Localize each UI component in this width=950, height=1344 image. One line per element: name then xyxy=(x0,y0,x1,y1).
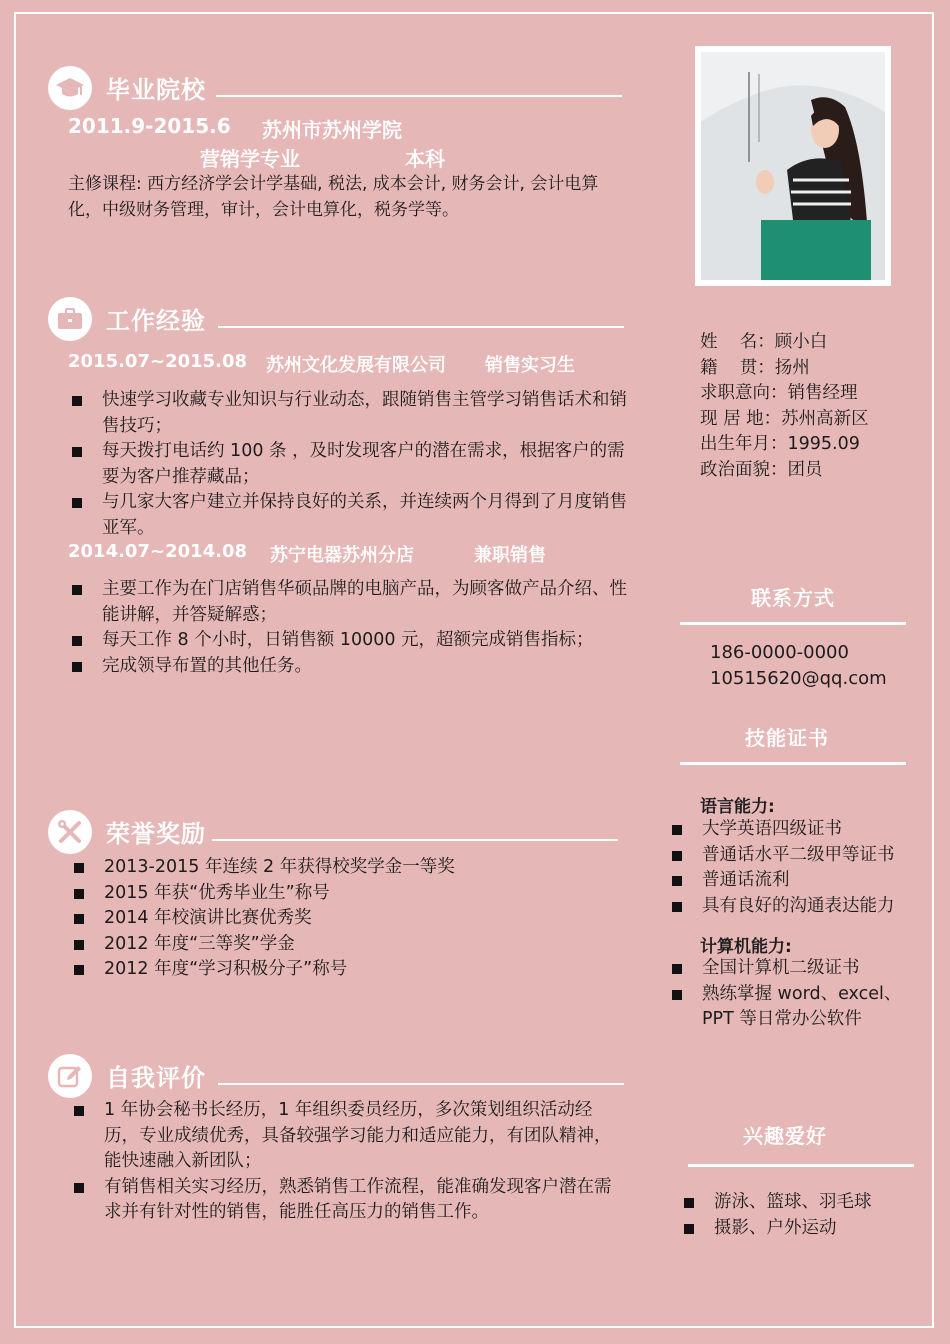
section-title: 自我评价 xyxy=(106,1064,206,1092)
job-period: 2015.07~2015.08 xyxy=(68,351,248,372)
list-item: 2014 年校演讲比赛优秀奖 xyxy=(70,906,630,932)
self-list xyxy=(70,1098,626,1226)
graduation-cap-icon xyxy=(48,66,92,110)
divider xyxy=(216,95,622,97)
self-header xyxy=(48,1054,628,1100)
job-duties-list xyxy=(68,577,630,679)
briefcase-icon xyxy=(48,297,92,341)
job-duties-list xyxy=(68,388,630,541)
job-company: 苏州文化发展有限公司 xyxy=(266,355,446,376)
contact-phone: 186-0000-0000 xyxy=(710,642,849,663)
education-header xyxy=(48,66,628,112)
contact-title: 联系方式 xyxy=(751,586,835,610)
list-item: 全国计算机二级证书 xyxy=(668,956,926,982)
list-item: 1 年协会秘书长经历，1 年组织委员经历，多次策划组织活动经历，专业成绩优秀，具备较强学习能力和适应能力，有团队精神，能快速融入新团队； xyxy=(70,1098,626,1175)
divider xyxy=(688,1164,914,1167)
hobbies-title: 兴趣爱好 xyxy=(743,1124,827,1148)
hobbies-list xyxy=(680,1190,920,1241)
divider xyxy=(212,839,618,841)
portrait-image xyxy=(701,52,885,280)
computer-subtitle: 计算机能力: xyxy=(700,937,792,957)
list-item: 普通话水平二级甲等证书 xyxy=(668,843,928,869)
list-item: 游泳、篮球、羽毛球 xyxy=(680,1190,920,1216)
list-item: 大学英语四级证书 xyxy=(668,817,928,843)
profile-photo xyxy=(695,46,891,286)
list-item: 具有良好的沟通表达能力 xyxy=(668,894,928,920)
divider xyxy=(218,326,624,328)
profile-info xyxy=(700,330,869,483)
edu-major: 营销学专业 xyxy=(200,147,300,171)
list-item: 摄影、户外运动 xyxy=(680,1216,920,1242)
list-item: 主要工作为在门店销售华硕品牌的电脑产品，为顾客做产品介绍、性能讲解，并答疑解惑； xyxy=(68,577,630,628)
list-item: 2012 年度“学习积极分子”称号 xyxy=(70,957,630,983)
info-hometown: 籍 贯：扬州 xyxy=(700,357,810,378)
list-item: 2015 年获“优秀毕业生”称号 xyxy=(70,881,630,907)
honors-list xyxy=(70,855,630,983)
edu-school: 苏州市苏州学院 xyxy=(262,118,402,142)
list-item: 熟练掌握 word、excel、PPT 等日常办公软件 xyxy=(668,982,926,1033)
info-political: 政治面貌：团员 xyxy=(700,459,823,480)
job-role: 销售实习生 xyxy=(485,355,575,376)
computer-list xyxy=(668,956,926,1033)
list-item: 普通话流利 xyxy=(668,868,928,894)
list-item: 快速学习收藏专业知识与行业动态，跟随销售主管学习销售话术和销售技巧； xyxy=(68,388,630,439)
info-name: 姓 名：顾小白 xyxy=(700,332,828,352)
info-birth: 出生年月：1995.09 xyxy=(700,434,860,454)
divider xyxy=(680,622,906,625)
divider xyxy=(218,1083,624,1085)
list-item: 每天拨打电话约 100 条 ，及时发现客户的潜在需求，根据客户的需要为客户推荐藏品； xyxy=(68,439,630,490)
job-company: 苏宁电器苏州分店 xyxy=(270,545,414,566)
list-item: 与几家大客户建立并保持良好的关系，并连续两个月得到了月度销售亚军。 xyxy=(68,490,630,541)
list-item: 每天工作 8 个小时，日销售额 10000 元，超额完成销售指标； xyxy=(68,628,630,654)
pencil-edit-icon xyxy=(48,1054,92,1098)
skills-title: 技能证书 xyxy=(745,726,829,750)
job-period: 2014.07~2014.08 xyxy=(68,541,248,562)
contact-info xyxy=(710,640,887,692)
list-item: 完成领导布置的其他任务。 xyxy=(68,654,630,680)
language-list xyxy=(668,817,928,919)
edu-courses: 主修课程: 西方经济学会计学基础, 税法, 成本会计, 财务会计, 会计电算化，中级财务管理，审计，会计电算化，税务学等。 xyxy=(68,174,599,220)
language-subtitle: 语言能力: xyxy=(700,797,775,817)
divider xyxy=(680,762,906,765)
work-header xyxy=(48,297,628,343)
list-item: 有销售相关实习经历，熟悉销售工作流程，能准确发现客户潜在需求并有针对性的销售，能胜任高压力的销售工作。 xyxy=(70,1175,626,1226)
list-item: 2012 年度“三等奖”学金 xyxy=(70,932,630,958)
section-title: 工作经验 xyxy=(106,307,206,335)
honors-header xyxy=(48,810,628,856)
contact-email: 10515620@qq.com xyxy=(710,668,887,689)
info-objective: 求职意向：销售经理 xyxy=(700,383,858,403)
tools-icon xyxy=(48,810,92,854)
job-role: 兼职销售 xyxy=(474,545,546,566)
info-residence: 现 居 地：苏州高新区 xyxy=(700,408,869,429)
section-title: 毕业院校 xyxy=(106,76,206,104)
edu-period: 2011.9-2015.6 xyxy=(68,114,231,138)
list-item: 2013-2015 年连续 2 年获得校奖学金一等奖 xyxy=(70,855,630,881)
edu-degree: 本科 xyxy=(405,147,445,171)
section-title: 荣誉奖励 xyxy=(106,820,206,848)
